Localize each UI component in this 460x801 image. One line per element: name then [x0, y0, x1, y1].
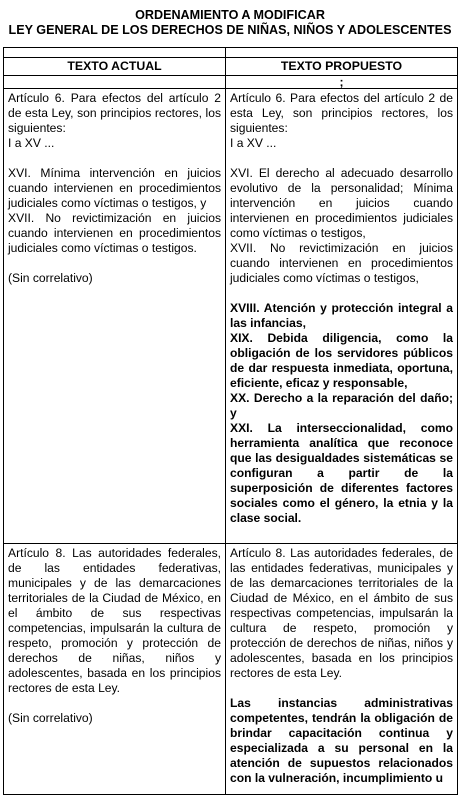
paragraph: XXI. La interseccionalidad, como herramienta analítica que reconoce que las desigualdades sistemáticas se configuran a partir de la superposición de diferentes factores sociales como el género, la etnia y la clase social.	[230, 421, 453, 525]
paragraph: XVIII. Atención y protección integral a las infancias,	[230, 301, 453, 330]
cell-actual-articulo-6	[4, 89, 226, 544]
paragraph: XIX. Debida diligencia, como la obligación de los servidores públicos de dar respuesta inmediata, oportuna, eficiente, eficaz y responsable,	[230, 331, 453, 390]
paragraph: XX. Derecho a la reparación del daño; y	[230, 391, 453, 420]
paragraph: Artículo 8. Las autoridades federales, de las entidades federativas, municipales y de las demarcaciones territoriales de la Ciudad de México, en el ámbito de sus respectivas competencias, impulsarán la cultura de respeto, promoción y protección de derechos de niñas, niños y adolescentes, basada en los principios rectores de esta Ley.	[8, 546, 221, 695]
paragraph: Artículo 6. Para efectos del artículo 2 de esta Ley, son principios rectores, los siguientes:	[230, 91, 453, 135]
punctuation-row	[4, 76, 458, 89]
paragraph: XVII. No revictimización en juicios cuando intervienen en procedimientos judiciales como víctimas o testigos,	[230, 241, 453, 285]
document-title: ORDENAMIENTO A MODIFICAR	[135, 8, 325, 22]
header-texto-propuesto: TEXTO PROPUESTO	[226, 58, 458, 76]
table-row	[4, 544, 458, 795]
comparison-table	[3, 47, 458, 795]
header-texto-actual: TEXTO ACTUAL	[4, 58, 226, 76]
document-subtitle: LEY GENERAL DE LOS DERECHOS DE NIÑAS, NIÑOS Y ADOLESCENTES	[8, 23, 452, 37]
paragraph: I a XV ...	[8, 136, 55, 150]
paragraph: XVI. El derecho al adecuado desarrollo evolutivo de la personalidad; Mínima intervención en juicios cuando intervienen en procedimientos judiciales como víctimas o testigos,	[230, 166, 453, 240]
table-row	[4, 89, 458, 544]
header-row	[4, 58, 458, 76]
cell-propuesto-articulo-8	[226, 544, 458, 795]
paragraph: XVI. Mínima intervención en juicios cuando intervienen en procedimientos judiciales como víctimas o testigos, y	[8, 166, 221, 210]
paragraph: XVII. No revictimización en juicios cuando intervienen en procedimientos judiciales como víctimas o testigos.	[8, 211, 221, 255]
cell-propuesto-articulo-6	[226, 89, 458, 544]
paragraph: Artículo 6. Para efectos del artículo 2 de esta Ley, son principios rectores, los siguientes:	[8, 91, 221, 135]
paragraph: Las instancias administrativas competentes, tendrán la obligación de brindar capacitación continua y especializada a su personal en la atención de supuestos relacionados con la vulneración, incumplimiento u	[230, 696, 453, 785]
paragraph: (Sin correlativo)	[8, 271, 93, 285]
cell-actual-articulo-8	[4, 544, 226, 795]
paragraph: I a XV ...	[230, 136, 277, 150]
paragraph: Artículo 8. Las autoridades federales, de las entidades federativas, municipales y de las demarcaciones territoriales de la Ciudad de México, en el ámbito de sus respectivas competencias, impulsarán la cultura de respeto, promoción y protección de derechos de niñas, niños y adolescentes, basada en los principios rectores de esta Ley.	[230, 546, 453, 680]
punctuation-cell: ;	[226, 76, 458, 89]
spacer-row	[4, 48, 458, 58]
paragraph: (Sin correlativo)	[8, 711, 93, 725]
